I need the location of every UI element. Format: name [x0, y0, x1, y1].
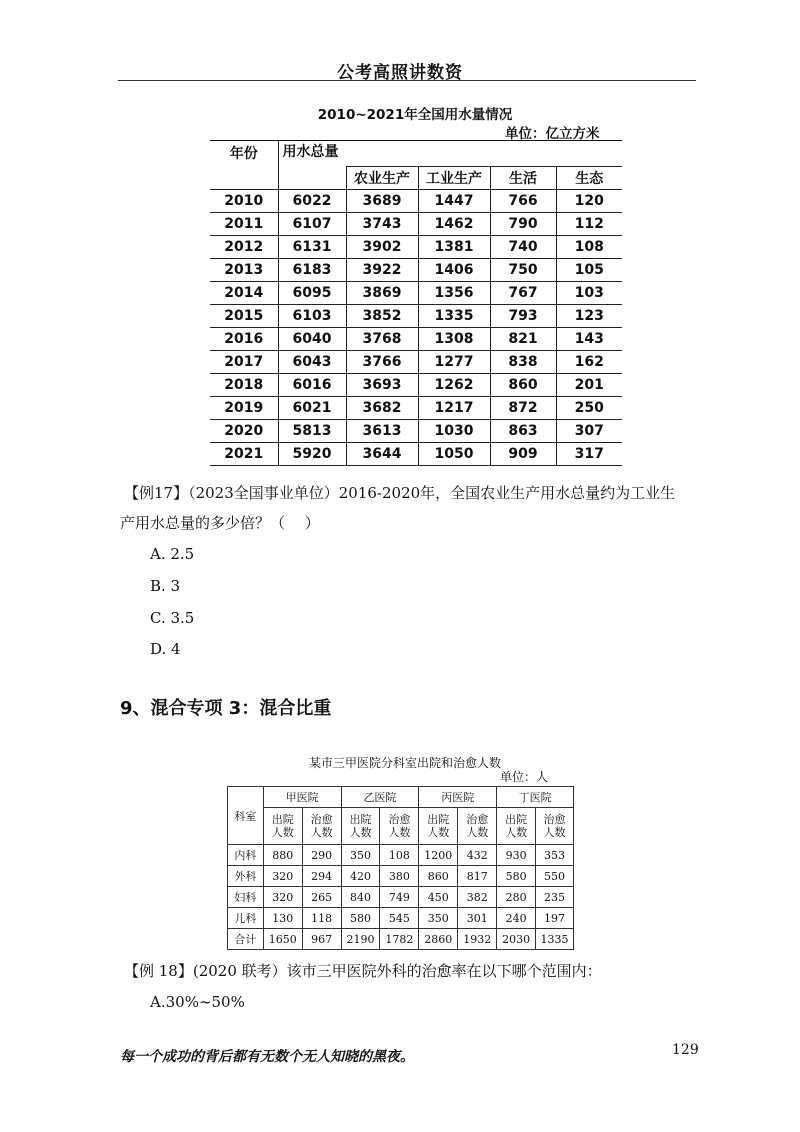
question18-line1: 【例 18】(2020 联考）该市三甲医院外科的治愈率在以下哪个范围内： [124, 962, 602, 980]
table-cell: 817 [458, 866, 497, 887]
table-cell: 860 [490, 374, 556, 397]
table-cell: 307 [556, 420, 622, 443]
table-cell: 2015 [210, 305, 278, 328]
header-year: 年份 [210, 141, 278, 190]
table-row [210, 282, 622, 305]
table-cell: 767 [490, 282, 556, 305]
table-cell: 294 [302, 866, 341, 887]
table1-unit: 单位：亿立方米 [505, 126, 600, 142]
table-cell: 108 [556, 236, 622, 259]
table-cell: 1217 [418, 397, 490, 420]
table-cell: 320 [263, 887, 302, 908]
table-cell: 2010 [210, 190, 278, 213]
table-cell: 909 [490, 443, 556, 466]
table-cell: 265 [302, 887, 341, 908]
table-cell: 130 [263, 908, 302, 929]
table-cell: 301 [458, 908, 497, 929]
table-cell: 250 [556, 397, 622, 420]
q17-option-d: D. 4 [150, 640, 181, 658]
table-cell: 860 [419, 866, 458, 887]
table-cell: 450 [419, 887, 458, 908]
table-cell: 6095 [278, 282, 346, 305]
table-cell: 123 [556, 305, 622, 328]
table-cell: 235 [536, 887, 574, 908]
table-cell: 790 [490, 213, 556, 236]
table-cell: 妇科 [228, 887, 264, 908]
table-cell: 合计 [228, 929, 264, 950]
subheader-line: 人数 [388, 826, 411, 839]
table-cell: 838 [490, 351, 556, 374]
table-cell: 353 [536, 845, 574, 866]
table-cell: 112 [556, 213, 622, 236]
table-cell: 1447 [418, 190, 490, 213]
q17-option-a: A. 2.5 [150, 545, 195, 563]
table-cell: 6021 [278, 397, 346, 420]
table-cell: 内科 [228, 845, 264, 866]
cured-count-header [302, 808, 341, 845]
table-cell: 5813 [278, 420, 346, 443]
table-cell: 2190 [341, 929, 380, 950]
table-cell: 儿科 [228, 908, 264, 929]
table-cell: 317 [556, 443, 622, 466]
table-cell: 3693 [346, 374, 418, 397]
table-cell: 280 [497, 887, 536, 908]
table-cell: 2021 [210, 443, 278, 466]
table-cell: 2018 [210, 374, 278, 397]
table-cell: 162 [556, 351, 622, 374]
discharged-count-header [497, 808, 536, 845]
table-cell: 3682 [346, 397, 418, 420]
table-row [210, 420, 622, 443]
table-cell: 1356 [418, 282, 490, 305]
table-cell: 3852 [346, 305, 418, 328]
table-row [210, 213, 622, 236]
header-eco: 生态 [556, 167, 622, 190]
table-cell: 967 [302, 929, 341, 950]
table-row [210, 305, 622, 328]
table-cell: 240 [497, 908, 536, 929]
table-cell: 6040 [278, 328, 346, 351]
table-cell: 2860 [419, 929, 458, 950]
table-cell: 793 [490, 305, 556, 328]
table-cell: 766 [490, 190, 556, 213]
header-title: 公考高照讲数资 [337, 63, 463, 83]
hospital-table [227, 786, 574, 950]
cured-count-header [458, 808, 497, 845]
table-cell: 105 [556, 259, 622, 282]
table-cell: 840 [341, 887, 380, 908]
table-cell: 143 [556, 328, 622, 351]
table-cell: 1030 [418, 420, 490, 443]
table-cell: 382 [458, 887, 497, 908]
q17-option-c: C. 3.5 [150, 609, 195, 627]
table-cell: 5920 [278, 443, 346, 466]
table-cell: 749 [380, 887, 419, 908]
table-cell: 1381 [418, 236, 490, 259]
table-cell: 432 [458, 845, 497, 866]
table-cell: 1932 [458, 929, 497, 950]
table-cell: 1308 [418, 328, 490, 351]
table-cell: 118 [302, 908, 341, 929]
table-row [210, 236, 622, 259]
table-cell: 1462 [418, 213, 490, 236]
table-cell: 6043 [278, 351, 346, 374]
table-row [210, 351, 622, 374]
section-heading: 9、混合专项 3：混合比重 [120, 698, 332, 719]
subheader-line: 治愈 [466, 813, 489, 826]
table-cell: 120 [556, 190, 622, 213]
subheader-line: 人数 [466, 826, 489, 839]
table-cell: 550 [536, 866, 574, 887]
table-cell: 2019 [210, 397, 278, 420]
table-cell: 1406 [418, 259, 490, 282]
table-cell: 1650 [263, 929, 302, 950]
subheader-line: 出院 [505, 813, 528, 826]
subheader-line: 出院 [271, 813, 294, 826]
table-cell: 2014 [210, 282, 278, 305]
table-cell: 290 [302, 845, 341, 866]
table-row [210, 374, 622, 397]
table-cell: 3766 [346, 351, 418, 374]
water-usage-table [210, 140, 622, 466]
table-cell: 197 [536, 908, 574, 929]
hospital-header: 乙医院 [341, 787, 419, 808]
header-life: 生活 [490, 167, 556, 190]
header-industry: 工业生产 [418, 167, 490, 190]
table-cell: 6107 [278, 213, 346, 236]
table-cell: 108 [380, 845, 419, 866]
subheader-line: 治愈 [543, 813, 566, 826]
header-total: 用水总量 [278, 141, 622, 167]
table2-unit: 单位：人 [500, 770, 549, 784]
table-cell: 880 [263, 845, 302, 866]
table-cell: 3869 [346, 282, 418, 305]
table-cell: 103 [556, 282, 622, 305]
subheader-line: 出院 [427, 813, 450, 826]
table-cell: 2013 [210, 259, 278, 282]
table-cell: 740 [490, 236, 556, 259]
table-cell: 1782 [380, 929, 419, 950]
table-cell: 3644 [346, 443, 418, 466]
cured-count-header [380, 808, 419, 845]
hospital-header: 甲医院 [263, 787, 341, 808]
header-rule [118, 80, 696, 81]
table-cell: 201 [556, 374, 622, 397]
table-row [210, 443, 622, 466]
table-cell: 2017 [210, 351, 278, 374]
table-cell: 3743 [346, 213, 418, 236]
table-row [210, 397, 622, 420]
table-cell: 380 [380, 866, 419, 887]
q17-option-b: B. 3 [150, 577, 181, 595]
table-row [228, 887, 574, 908]
table-cell: 外科 [228, 866, 264, 887]
subheader-line: 人数 [271, 826, 294, 839]
table-cell: 930 [497, 845, 536, 866]
table-cell: 3902 [346, 236, 418, 259]
subheader-line: 人数 [427, 826, 450, 839]
question17-line2: 产用水总量的多少倍？（ ） [120, 514, 320, 532]
table-cell: 821 [490, 328, 556, 351]
table-cell: 1335 [536, 929, 574, 950]
question17-line1: 【例17】（2023全国事业单位）2016-2020年，全国农业生产用水总量约为工业生 [124, 484, 676, 502]
table-row [228, 845, 574, 866]
subheader-line: 治愈 [310, 813, 333, 826]
subheader-line: 人数 [543, 826, 566, 839]
table-cell: 6022 [278, 190, 346, 213]
table-cell: 750 [490, 259, 556, 282]
table-row [210, 328, 622, 351]
table-cell: 6016 [278, 374, 346, 397]
table-cell: 350 [419, 908, 458, 929]
table-cell: 6103 [278, 305, 346, 328]
table-cell: 6131 [278, 236, 346, 259]
table1-title: 2010~2021年全国用水量情况 [317, 107, 513, 123]
table-cell: 1200 [419, 845, 458, 866]
discharged-count-header [341, 808, 380, 845]
table-cell: 1050 [418, 443, 490, 466]
table-cell: 545 [380, 908, 419, 929]
table-cell: 320 [263, 866, 302, 887]
table-row [228, 929, 574, 950]
hospital-header: 丁医院 [497, 787, 574, 808]
table-cell: 863 [490, 420, 556, 443]
table-cell: 872 [490, 397, 556, 420]
table-cell: 420 [341, 866, 380, 887]
subheader-line: 人数 [505, 826, 528, 839]
table-cell: 2011 [210, 213, 278, 236]
subheader-line: 人数 [349, 826, 372, 839]
table-cell: 2030 [497, 929, 536, 950]
table-cell: 1277 [418, 351, 490, 374]
subheader-line: 出院 [349, 813, 372, 826]
table-cell: 2020 [210, 420, 278, 443]
table2-title: 某市三甲医院分科室出院和治愈人数 [308, 756, 501, 770]
cured-count-header [536, 808, 574, 845]
table-cell: 3922 [346, 259, 418, 282]
table-cell: 580 [341, 908, 380, 929]
page-number: 129 [672, 1042, 699, 1058]
table-cell: 2012 [210, 236, 278, 259]
table-row [228, 908, 574, 929]
subheader-line: 治愈 [388, 813, 411, 826]
table-cell: 580 [497, 866, 536, 887]
discharged-count-header [263, 808, 302, 845]
table-cell: 350 [341, 845, 380, 866]
table-cell: 1262 [418, 374, 490, 397]
subheader-line: 人数 [310, 826, 333, 839]
discharged-count-header [419, 808, 458, 845]
table-row [210, 259, 622, 282]
table-cell: 6183 [278, 259, 346, 282]
table-row [210, 190, 622, 213]
dept-header: 科室 [228, 787, 264, 845]
table-cell: 1335 [418, 305, 490, 328]
q18-option-a: A.30%~50% [150, 993, 245, 1011]
table-cell: 3768 [346, 328, 418, 351]
header-agri: 农业生产 [346, 167, 418, 190]
table-row [228, 866, 574, 887]
table-cell: 3613 [346, 420, 418, 443]
hospital-header: 丙医院 [419, 787, 497, 808]
table-cell: 2016 [210, 328, 278, 351]
footer-quote: 每一个成功的背后都有无数个无人知晓的黑夜。 [120, 1049, 414, 1065]
table-cell: 3689 [346, 190, 418, 213]
